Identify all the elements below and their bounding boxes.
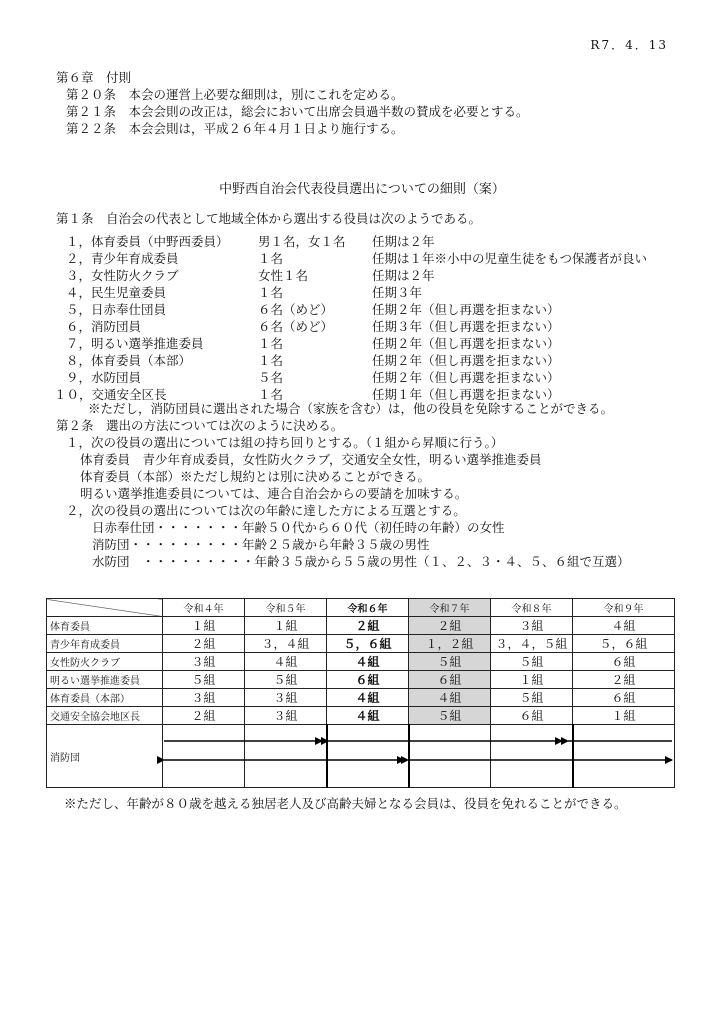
table-cell: ４組 [327,689,409,707]
year-header: 令和５年 [245,599,327,617]
table-cell: ３組 [245,707,327,725]
article2-item1-roles: 体育委員 青少年育成委員，女性防火クラブ，交通安全女性，明るい選挙推進委員 [80,452,542,467]
year-header: 令和６年 [327,599,409,617]
article2-heading: 第２条 選出の方法については次のように決める。 [56,418,344,433]
table-cell: １，２組 [409,635,491,653]
fire-brigade-row [47,725,675,788]
table-header-row [47,599,675,617]
table-cell: ５，６組 [573,635,675,653]
role-term: 任期は２年 [372,234,435,249]
table-corner-cell [47,599,163,617]
article-21: 第２１条 本会会則の改正は，総会において出席会員過半数の賛成を必要とする。 [66,104,529,119]
table-cell [573,725,675,788]
article-22: 第２２条 本会会則は，平成２６年４月１日より施行する。 [66,121,404,136]
table-cell: １組 [573,707,675,725]
role-count: ６名（めど） [258,319,334,334]
table-cell: １組 [163,617,245,635]
age-rule: 水防団 ・・・・・・・・・年齢３５歳から５５歳の男性（１、２、３・４、５、６組で互選） [92,554,630,569]
table-row [47,653,675,671]
table-cell: １組 [245,617,327,635]
document-date: R7．4．13 [590,38,668,52]
table-cell [327,725,409,788]
role-count: １名 [258,251,284,266]
role-count: １名 [258,336,284,351]
table-cell: ４組 [245,653,327,671]
table-row [47,635,675,653]
table-cell: ２組 [573,671,675,689]
row-role: 体育委員 [47,617,163,635]
role-count: １名 [258,353,284,368]
table-cell: ５組 [491,653,573,671]
role-name: １，体育委員（中野西委員） [66,234,229,249]
table-row [47,617,675,635]
role-count: １名 [258,387,284,402]
table-cell: ４組 [409,689,491,707]
article-20: 第２０条 本会の運営上必要な細則は，別にこれを定める。 [66,87,404,102]
role-name: ３，女性防火クラブ [66,268,179,283]
rotation-table [46,598,675,788]
table-cell: ５組 [245,671,327,689]
table-cell [163,725,245,788]
role-term: 任期３年 [372,285,423,300]
role-term: 任期２年（但し再選を拒まない） [372,353,560,368]
role-term: 任期１年（但し再選を拒まない） [372,387,560,402]
table-cell: ５，６組 [327,635,409,653]
table-cell: ３組 [163,689,245,707]
table-cell [491,725,573,788]
table-cell: ２組 [163,635,245,653]
table-cell: ５組 [409,653,491,671]
table-cell: ２組 [327,617,409,635]
table-cell [409,725,491,788]
row-role: 女性防火クラブ [47,653,163,671]
role-term: 任期２年（但し再選を拒まない） [372,336,560,351]
table-cell: ３組 [245,689,327,707]
row-role: 交通安全協会地区長 [47,707,163,725]
table-cell [245,725,327,788]
table-row [47,671,675,689]
table-cell: ６組 [573,689,675,707]
table-cell: ３組 [163,653,245,671]
row-role: 青少年育成委員 [47,635,163,653]
row-role: 消防団 [47,725,163,788]
table-row [47,707,675,725]
role-name: ５，日赤奉仕団員 [66,302,167,317]
table-cell: ５組 [491,689,573,707]
role-term: 任期は１年※小中の児童生徒をもつ保護者が良い [372,251,648,266]
article2-item1-sub: 体育委員（本部）※ただし規約とは別に決めることができる。 [80,469,431,484]
role-name: ２，青少年育成委員 [66,251,179,266]
table-cell: ３，４組 [245,635,327,653]
role-term: 任期は２年 [372,268,435,283]
table-cell: ６組 [409,671,491,689]
article1-heading: 第１条 自治会の代表として地域全体から選出する役員は次のようである。 [56,211,482,226]
table-cell: ６組 [573,653,675,671]
table-cell: ３，４，５組 [491,635,573,653]
table-cell: ２組 [409,617,491,635]
chapter6-heading: 第６章 付則 [56,70,132,85]
table-cell: ５組 [163,671,245,689]
role-count: 男１名，女１名 [258,234,346,249]
role-count: ５名 [258,370,284,385]
year-header: 令和９年 [573,599,675,617]
role-name: ４，民生児童委員 [66,285,167,300]
row-role: 体育委員（本部） [47,689,163,707]
role-name: ７，明るい選挙推進委員 [66,336,204,351]
table-cell: ６組 [491,707,573,725]
role-count: ６名（めど） [258,302,334,317]
article2-item1-extra: 明るい選挙推進委員については、連合自治会からの要請を加味する。 [80,486,468,501]
role-term: 任期２年（但し再選を拒まない） [372,302,560,317]
year-header: 令和４年 [163,599,245,617]
table-cell: ４組 [573,617,675,635]
year-header: 令和８年 [491,599,573,617]
document-title: 中野西自治会代表役員選出についての細則（案） [219,182,505,197]
role-name: ９，水防団員 [66,370,142,385]
role-name: ８，体育委員（本部） [66,353,192,368]
age-rule: 消防団・・・・・・・・・年齢２５歳から年齢３５歳の男性 [92,537,430,552]
table-row [47,689,675,707]
article1-note: ※ただし，消防団員に選出された場合（家族を含む）は，他の役員を免除することができる。 [88,401,614,416]
table-cell: ４組 [327,707,409,725]
year-header: 令和７年 [409,599,491,617]
table-cell: ４組 [327,653,409,671]
role-term: 任期３年（但し再選を拒まない） [372,319,560,334]
role-name: ６，消防団員 [66,319,142,334]
article2-item1: １，次の役員の選出については組の持ち回りとする。（１組から昇順に行う。） [66,435,504,450]
article2-item2: ２，次の役員の選出については次の年齢に達した方による互選とする。 [66,503,466,518]
role-count: １名 [258,285,284,300]
table-cell: ６組 [327,671,409,689]
role-name: １０，交通安全区長 [54,387,167,402]
table-cell: ２組 [163,707,245,725]
role-count: 女性１名 [258,268,309,283]
age-rule: 日赤奉仕団・・・・・・・年齢５０代から６０代（初任時の年齢）の女性 [92,520,505,535]
row-role: 明るい選挙推進委員 [47,671,163,689]
table-cell: ５組 [409,707,491,725]
table-cell: １組 [491,671,573,689]
table-cell: ３組 [491,617,573,635]
footer-note: ※ただし、年齢が８０歳を越える独居老人及び高齢夫婦となる会員は、役員を免れることができる。 [64,796,627,811]
role-term: 任期２年（但し再選を拒まない） [372,370,560,385]
